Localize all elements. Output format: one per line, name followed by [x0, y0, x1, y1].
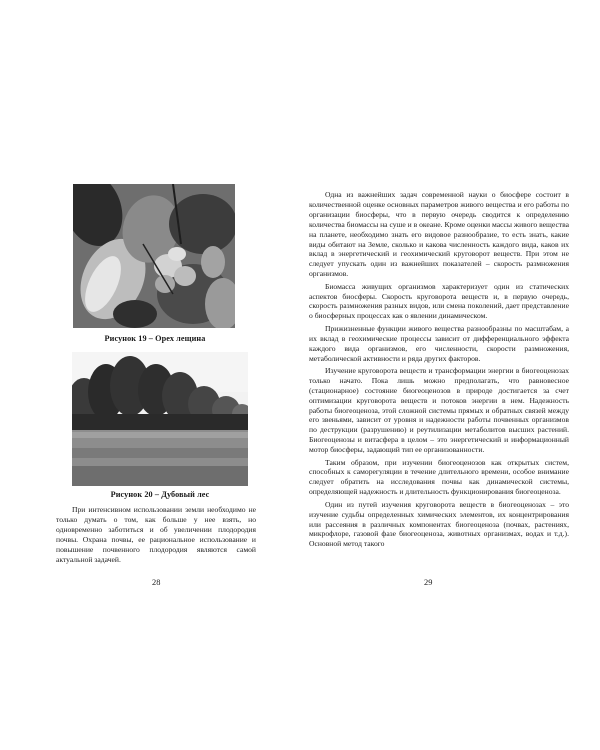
page-number-left: 28: [152, 578, 161, 587]
paragraph: При интенсивном использовании земли необходимо не только думать о том, как больше у нее взять, но одновременно заботиться и об увеличении плодородия почвы. Охрана почвы, ее рациональное использование и повышение почвенного плодородия являются самой актуальной задачей.: [56, 505, 256, 564]
paragraph: Изучение круговорота веществ и трансформации энергии в биогеоценозах только начато. Пока лишь можно предполагать, что равновесное (стационарное) состояние биогеоценозов в природе достигается за счет оптимизации круговорота веществ и потоков энергии в нем. Надежность работы биогеоценоза, этой сложной системы прямых и обратных связей между его звеньями, зависит от уровня и надежности работы почвенных организмов по деструкции (разрушению) и реутилизации метаболитов высших растений. Биогеоценозы и витасфера в целом – это энергетический и информационный мотор биосферы, задающий тип ее организованности.: [309, 365, 569, 455]
paragraph: Прижизненные функции живого вещества разнообразны по масштабам, а их вклад в геохимические процессы зависит от дифференциального эффекта каждого вида организмов, его численности, скорости размножения, метаболической активности и ряда других факторов.: [309, 323, 569, 363]
paragraph: Таким образом, при изучении биогеоценозов как открытых систем, способных к саморегуляции в течение длительного времени, особое внимание следует обратить на исследования почвы как динамической системы, определяющей надежность и длительность функционирования биогеоценоза.: [309, 457, 569, 497]
paragraph: Одна из важнейших задач современной науки о биосфере состоит в количественной оценке основных параметров живого вещества и его работы по организации биосферы, что в первую очередь сводится к определению количества биомассы на суше и в океане. Кроме оценки массы живого вещества на планете, необходимо знать его видовое разнообразие, то есть знать, какие виды обитают на Земле, сколько и какова численность каждого вида, каков их вклад в энергетический и геохимический круговорот веществ. При этом не следует упускать один из важнейших показателей – скорость размножения организмов.: [309, 190, 569, 279]
right-page-body: [309, 190, 569, 552]
figure-19-caption: Рисунок 19 – Орех лещина: [104, 334, 206, 343]
hazelnut-photo: [73, 184, 235, 328]
paragraph: Один из путей изучения круговорота веществ в биогеоценозах – это изучение судьбы определенных химических элементов, их концентрирования или рассеяния в различных компонентах биогеоценоза (почвах, растениях, микрофлоре, газовой фазе биогеоценоза, животных организмах, водах и т.д.). Основной метод такого: [309, 499, 569, 549]
paragraph: Биомасса живущих организмов характеризует один из статических аспектов биосферы. Скорость круговорота веществ и, в первую очередь, скорость размножения разных видов, или смена поколений, дает представление о биосферных процессах как о явлении динамическом.: [309, 281, 569, 321]
right-page: [300, 0, 600, 750]
page-number-right: 29: [424, 578, 433, 587]
oak-forest-photo: [72, 352, 248, 486]
figure-20-caption: Рисунок 20 – Дубовый лес: [110, 490, 210, 499]
left-page-body: [56, 505, 256, 566]
